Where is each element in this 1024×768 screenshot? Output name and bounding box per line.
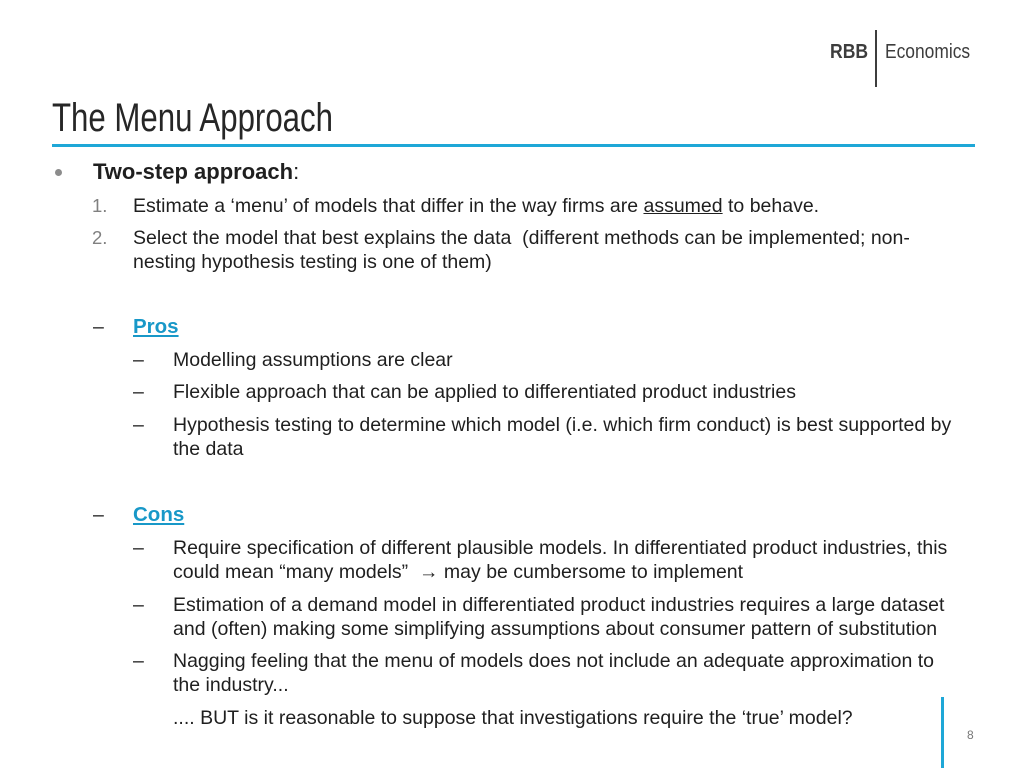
dash-icon: – [93, 316, 104, 338]
dash-icon: – [93, 504, 104, 526]
pros-heading-link[interactable]: Pros [133, 315, 179, 338]
dash-icon: – [133, 594, 144, 616]
step-text-line: nesting hypothesis testing is one of them) [133, 251, 492, 273]
step-number: 1. [92, 195, 108, 216]
cons-heading-link[interactable]: Cons [133, 503, 185, 526]
step-underlined-word: assumed [643, 195, 723, 217]
main-bullet [93, 159, 299, 185]
cons-item-line: could mean “many models” → may be cumbersome to implement [173, 561, 744, 583]
pros-item-line: Flexible approach that can be applied to differentiated product industries [173, 381, 796, 403]
dash-icon: – [133, 537, 144, 559]
dash-icon: – [133, 650, 144, 672]
logo-divider [875, 30, 877, 87]
pros-item-line: the data [173, 438, 244, 460]
cons-item [173, 536, 947, 584]
cons-item [173, 649, 934, 697]
step-text [133, 194, 819, 218]
dash-icon: – [133, 349, 144, 371]
pros-item [173, 380, 796, 404]
cons-item-line: Estimation of a demand model in differentiated product industries requires a large dataset [173, 594, 945, 616]
step-number: 2. [92, 227, 108, 248]
cons-item-line: the industry... [173, 674, 289, 696]
step-text [133, 226, 910, 274]
dash-icon: – [133, 381, 144, 403]
slide-title: The Menu Approach [52, 96, 333, 140]
step-text-part: to behave. [722, 195, 820, 217]
cons-item-line: Require specification of different plausible models. In differentiated product industries, this [173, 537, 948, 559]
pros-item [173, 348, 453, 372]
footer-accent-rule [941, 697, 944, 768]
page-number: 8 [967, 728, 974, 742]
pros-item-line: Hypothesis testing to determine which model (i.e. which firm conduct) is best supported by [173, 414, 952, 436]
title-underline-rule [52, 144, 975, 147]
main-bullet-label: Two-step approach [93, 159, 294, 184]
cons-item-line: Nagging feeling that the menu of models does not include an adequate approximation to [173, 650, 935, 672]
cons-item [173, 593, 944, 641]
cons-item-line: and (often) making some simplifying assumptions about consumer pattern of substitution [173, 618, 938, 640]
dash-icon: – [133, 414, 144, 436]
step-text-part: Estimate a ‘menu’ of models that differ in the way firms are [133, 195, 644, 217]
pros-item-line: Modelling assumptions are clear [173, 349, 453, 371]
bullet-icon [55, 169, 62, 176]
logo-name-text: Economics [885, 41, 971, 63]
logo-brand-text: RBB [830, 41, 869, 63]
closing-note [173, 706, 853, 730]
step-text-line: Select the model that best explains the data (different methods can be implemented; non- [133, 227, 910, 249]
closing-note-text: .... BUT is it reasonable to suppose that investigations require the ‘true’ model? [173, 707, 853, 729]
pros-item [173, 413, 951, 461]
main-bullet-colon: : [293, 159, 300, 184]
